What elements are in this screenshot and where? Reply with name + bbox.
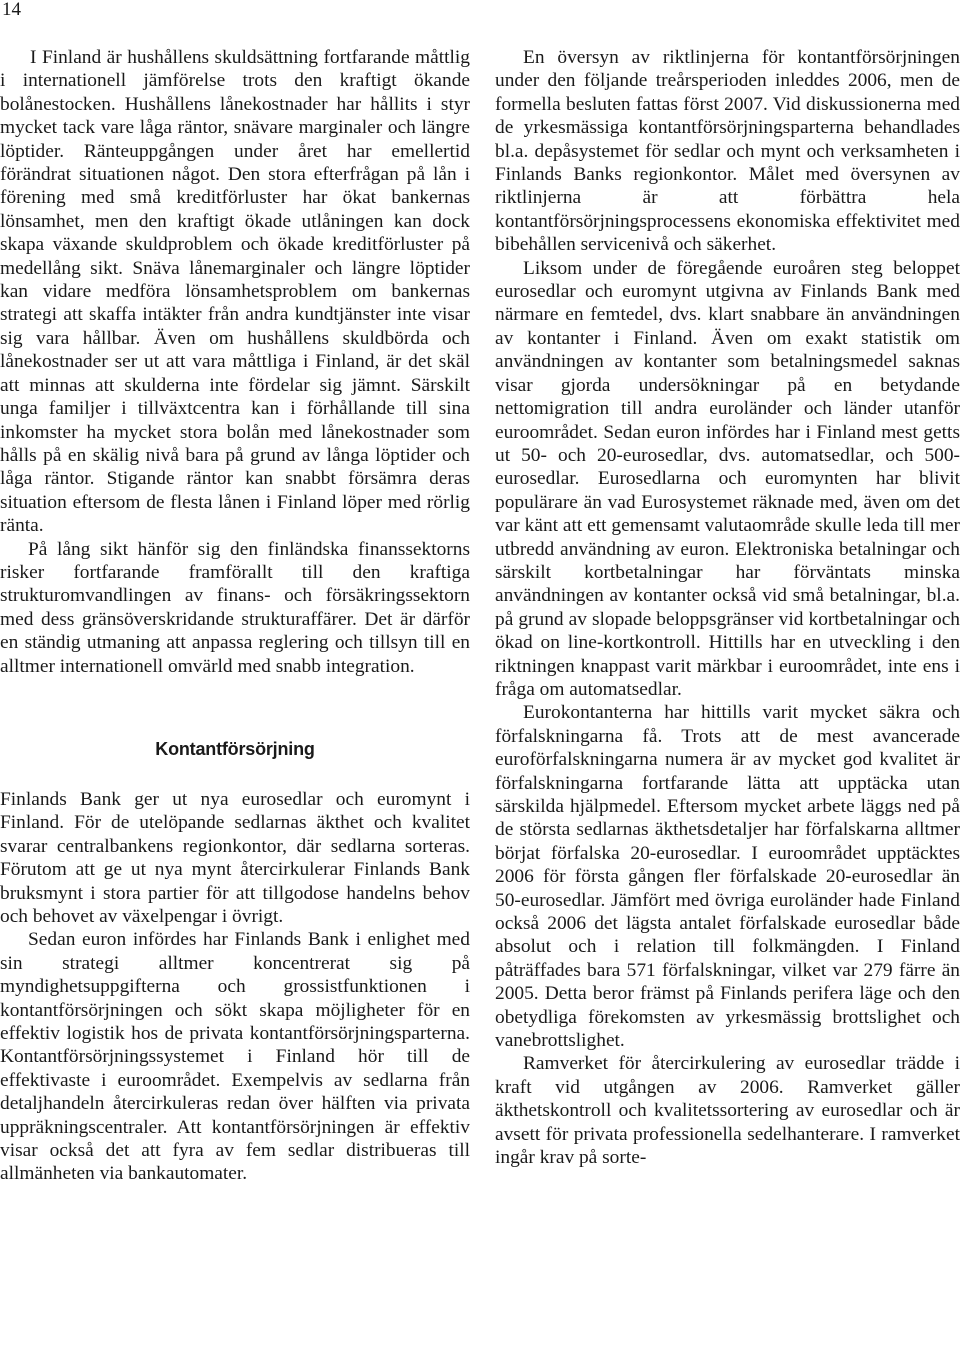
left-paragraph-1: I Finland är hushållens skuldsättning fortfarande måttlig i internationell jämförelse trots den kraftigt ökande bolånestocken. Hushållens lånekostnader har hållits i styr mycket tack vare låga räntor, snävare marginaler och längre löptider. Ränteuppgången under året har emellertid förändrat situationen något. Den stora efterfrågan på lån i förening med små kreditförluster har ökat bankernas lönsamhet, men den kraftigt ökade utlåningen kan dock skapa växande skuldproblem och ökade kreditförluster på medellång sikt. Snäva lånemarginaler och längre löptider kan vidare medföra lönsamhetsproblem om bankernas strategi att skaffa intäkter från andra kundtjänster inte visar sig vara hållbar. Även om hushållens skuldbörda och lånekostnader ser ut att vara måttliga i Finland, är det skäl att minnas att skulderna inte fördelar sig jämnt. Särskilt unga familjer i tillväxtcentra kan i förhållande till sina inkomster ha mycket stora bolån med lånekostnader som hålls på en skälig nivå bara på grund av långa löptider och låga räntor. Stigande räntor kan snabbt försämra deras situation eftersom de flesta lånen i Finland löper med rörlig ränta. (0, 47, 470, 537)
page-number: 14 (2, 0, 21, 20)
right-paragraph-4: Ramverket för återcirkulering av eurosedlar trädde i kraft vid utgången av 2006. Ramverket gäller äkthetskontroll och kvalitetssortering av eurosedlar och är avsett för privata professionella sedelhanterare. I ramverket ingår krav på sorte- (495, 1053, 960, 1169)
section-heading-kontantforsorjning: Kontantförsörjning (155, 738, 315, 759)
right-column (495, 46, 960, 1170)
left-paragraph-3: Finlands Bank ger ut nya eurosedlar och euromynt i Finland. För de utelöpande sedlarnas äkthet och kvalitet svarar centralbankens regionkontor, där sedlarna sorteras. Förutom att ge ut nya mynt återcirkulerar Finlands Bank bruksmynt i stora partier för att tillgodose handelns behov och behovet av växelpengar i övrigt. (0, 788, 470, 927)
right-paragraph-1: En översyn av riktlinjerna för kontantförsörjningen under den följande treårsperioden inleddes 2006, men de formella besluten fattas först 2007. Vid diskussionerna med de yrkesmässiga kontantförsörjningsparterna behandlades bl.a. depåsystemet för sedlar och mynt och verksamheten i Finlands Banks regionkontor. Målet med översynen av riktlinjerna är att förbättra hela kontantförsörjningsprocessens ekonomiska effektivitet med bibehållen servicenivå och säkerhet. (495, 47, 960, 256)
left-paragraph-2: På lång sikt hänför sig den finländska finanssektorns risker fortfarande framförallt till den kraftiga strukturomvandlingen av finans- och försäkringssektorn med dess gränsöverskridande strukturaffärer. Det är därför en ständig utmaning att anpassa reglering och tillsyn till en alltmer internationell omvärld med snabb integration. (0, 538, 470, 677)
left-column (0, 46, 470, 1186)
left-paragraph-4: Sedan euron infördes har Finlands Bank i enlighet med sin strategi alltmer koncentrerat sig på myndighetsuppgifterna och grossistfunktionen i kontantförsörjningen och sökt skapa möjligheter för en effektiv logistik hos de privata kontantförsörjningsparterna. Kontantförsörjningssystemet i Finland hör till de effektivaste i euroområdet. Exempelvis av sedlarna från detaljhandeln återcirkuleras redan över hälften via privata uppräkningscentraler. Att kontantförsörjningen är effektiv visar också det att fyra av fem sedlar distribueras till allmänheten via bankautomater. (0, 929, 470, 1185)
right-paragraph-3: Eurokontanterna har hittills varit mycket säkra och förfalskningarna få. Trots att de mest avancerade euroförfalskningarna numera är av mycket god kvalitet är förfalskningarna fortfarande lätta att upptäcka utan särskilda hjälpmedel. Eftersom mycket arbete läggs ned på de största sedlarnas äkthetsdetaljer har förfalskarna alltmer börjat förfalska 20-eurosedlar. I euroområdet upptäcktes 2006 för första gången fler förfalskade 20-eurosedlar än 50-eurosedlar. Jämfört med övriga euroländer hade Finland också 2006 det lägsta antalet förfalskade eurosedlar både absolut och i relation till folkmängden. I Finland påträffades bara 571 förfalskningar, vilket var 279 färre än 2005. Detta beror främst på Finlands perifera läge och den obetydliga förekomsten av yrkesmässig brottslighet och vanebrottslighet. (495, 702, 960, 1052)
right-paragraph-2: Liksom under de föregående euroåren steg beloppet eurosedlar och euromynt utgivna av Finlands Bank med närmare en femtedel, dvs. klart snabbare än användningen av kontanter i Finland. Även om exakt statistik om användningen av kontanter som betalningsmedel saknas visar gjorda undersökningar på en betydande nettomigration till andra euroländer och länder utanför euroområdet. Sedan euron infördes har i Finland mest getts ut 50- och 20-eurosedlar, dvs. automatsedlar, och 500-eurosedlar. Eurosedlarna och euromynten har blivit populärare än vad Eurosystemet räknade med, även om det var känt att ett gemensamt valutaområde skulle leda till mer utbredd användning av euron. Elektroniska betalningar och särskilt kortbetalningar har förväntats minska användningen av kontanter också vid små betalningar, bl.a. på grund av slopade beloppsgränser vid kortbetalningar och ökad on line-kortkontroll. Hittills har en utveckling i den riktningen knappast varit märkbar i euroområdet, inte ens i fråga om automatsedlar. (495, 257, 960, 700)
